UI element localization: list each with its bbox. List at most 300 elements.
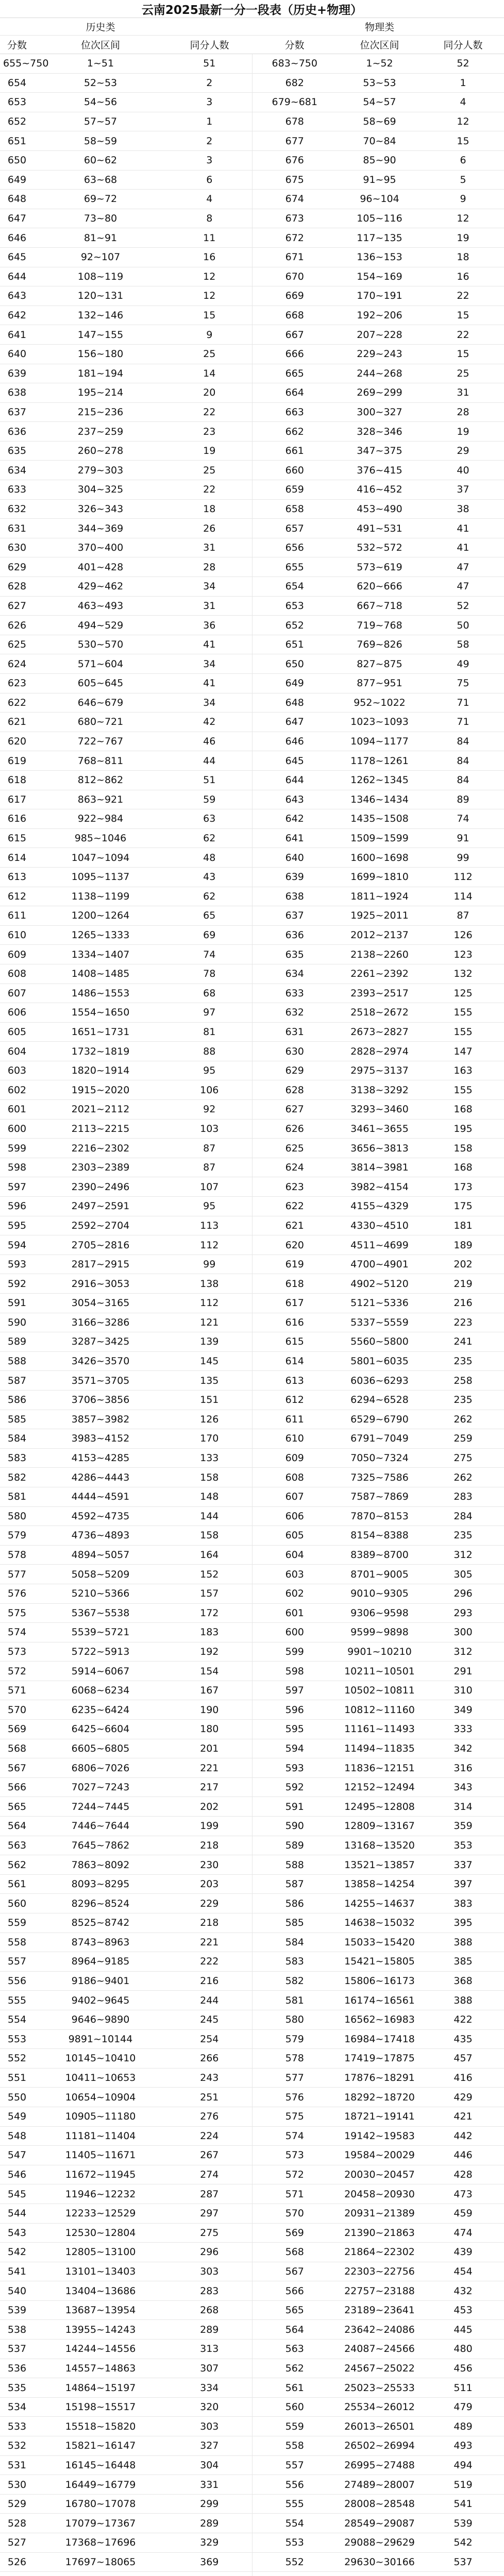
physics-range-cell: 18721~19141	[337, 2107, 422, 2126]
history-count-cell: 95	[167, 1061, 252, 1080]
physics-score-cell: 652	[252, 616, 337, 635]
history-score-cell: 560	[0, 1894, 34, 1913]
table-row	[0, 1003, 504, 1023]
history-count-cell: 41	[167, 635, 252, 654]
physics-range-cell: 26502~26994	[337, 2436, 422, 2456]
table-row	[0, 984, 504, 1003]
physics-count-cell: 296	[422, 1584, 504, 1603]
physics-count-cell: 459	[422, 2204, 504, 2223]
history-score-cell: 620	[0, 732, 34, 751]
group-spacer	[167, 18, 252, 36]
history-score-cell: 613	[0, 867, 34, 887]
history-count-cell: 192	[167, 1642, 252, 1662]
history-score-cell: 602	[0, 1080, 34, 1100]
history-score-cell: 537	[0, 2340, 34, 2359]
physics-score-cell: 662	[252, 422, 337, 442]
history-range-cell: 10411~10653	[34, 2068, 167, 2088]
history-score-cell: 570	[0, 1700, 34, 1720]
physics-count-cell: 262	[422, 1410, 504, 1429]
physics-range-cell: 11161~11493	[337, 1720, 422, 1739]
physics-count-cell: 15	[422, 344, 504, 364]
history-count-cell: 113	[167, 1216, 252, 1235]
history-score-cell: 545	[0, 2184, 34, 2204]
physics-score-cell: 581	[252, 1991, 337, 2010]
history-count-cell: 25	[167, 461, 252, 480]
history-range-cell: 4153~4285	[34, 1448, 167, 1468]
physics-count-cell: 284	[422, 1506, 504, 1526]
table-row	[0, 170, 504, 190]
history-range-cell: 3857~3982	[34, 1410, 167, 1429]
table-row	[0, 654, 504, 674]
history-score-cell: 587	[0, 1371, 34, 1391]
history-count-cell: 244	[167, 1991, 252, 2010]
history-score-cell: 601	[0, 1100, 34, 1120]
history-range-cell: 7244~7445	[34, 1797, 167, 1817]
physics-score-cell: 628	[252, 1080, 337, 1100]
history-score-cell: 574	[0, 1623, 34, 1642]
history-count-cell: 199	[167, 1817, 252, 1836]
table-row	[0, 306, 504, 325]
physics-count-cell: 22	[422, 325, 504, 345]
table-row	[0, 577, 504, 597]
history-count-cell: 15	[167, 306, 252, 325]
physics-count-cell: 219	[422, 1274, 504, 1294]
history-score-cell: 530	[0, 2475, 34, 2495]
physics-range-cell: 17419~17875	[337, 2049, 422, 2069]
physics-score-cell: 632	[252, 1003, 337, 1023]
physics-count-cell: 519	[422, 2475, 504, 2495]
history-count-cell: 217	[167, 1777, 252, 1797]
physics-count-cell: 312	[422, 1545, 504, 1565]
physics-count-cell: 283	[422, 1487, 504, 1506]
history-score-cell: 630	[0, 538, 34, 557]
history-count-cell: 121	[167, 1313, 252, 1332]
physics-score-cell: 583	[252, 1952, 337, 1972]
physics-range-cell: 13168~13520	[337, 1836, 422, 1855]
table-row	[0, 267, 504, 286]
table-row	[0, 2494, 504, 2514]
table-row	[0, 2378, 504, 2398]
history-score-cell: 531	[0, 2455, 34, 2475]
physics-range-cell: 6294~6528	[337, 1390, 422, 1410]
history-range-cell: 429~462	[34, 577, 167, 597]
physics-score-cell: 623	[252, 1177, 337, 1197]
history-count-cell: 23	[167, 422, 252, 442]
table-row	[0, 402, 504, 422]
physics-range-cell: 3138~3292	[337, 1080, 422, 1100]
physics-count-cell: 241	[422, 1332, 504, 1352]
physics-score-cell: 677	[252, 131, 337, 151]
physics-score-cell: 667	[252, 325, 337, 345]
physics-score-cell: 565	[252, 2300, 337, 2320]
table-row	[0, 2204, 504, 2223]
physics-range-cell: 19142~19583	[337, 2126, 422, 2146]
table-row	[0, 1100, 504, 1120]
physics-score-cell: 651	[252, 635, 337, 654]
history-count-cell: 25	[167, 344, 252, 364]
physics-range-cell: 3656~3813	[337, 1139, 422, 1158]
physics-count-cell: 16	[422, 267, 504, 286]
physics-count-cell: 175	[422, 1197, 504, 1216]
physics-range-cell: 9901~10210	[337, 1642, 422, 1662]
history-count-cell: 48	[167, 848, 252, 868]
history-range-cell: 2916~3053	[34, 1274, 167, 1294]
physics-score-cell: 574	[252, 2126, 337, 2146]
history-range-cell: 9891~10144	[34, 2029, 167, 2049]
history-score-cell: 606	[0, 1003, 34, 1023]
history-range-cell: 10905~11180	[34, 2107, 167, 2126]
physics-count-cell: 15	[422, 131, 504, 151]
history-count-cell: 133	[167, 1448, 252, 1468]
history-score-cell: 600	[0, 1119, 34, 1139]
history-score-cell: 547	[0, 2146, 34, 2165]
physics-score-cell: 620	[252, 1235, 337, 1255]
table-row	[0, 2514, 504, 2533]
history-score-cell: 636	[0, 422, 34, 442]
physics-range-cell: 620~666	[337, 577, 422, 597]
history-score-cell: 639	[0, 364, 34, 383]
physics-range-cell: 347~375	[337, 441, 422, 461]
table-row	[0, 925, 504, 945]
physics-range-cell: 105~116	[337, 209, 422, 228]
history-score-cell: 635	[0, 441, 34, 461]
physics-range-cell: 667~718	[337, 596, 422, 616]
table-row	[0, 422, 504, 442]
physics-count-cell: 155	[422, 1003, 504, 1023]
history-score-cell: 563	[0, 1836, 34, 1855]
physics-count-cell: 155	[422, 1022, 504, 1042]
history-range-cell: 1~51	[34, 54, 167, 74]
history-count-cell: 329	[167, 2533, 252, 2553]
physics-count-cell: 37	[422, 480, 504, 500]
history-range-cell: 863~921	[34, 790, 167, 809]
table-row	[0, 887, 504, 906]
physics-score-cell: 631	[252, 1022, 337, 1042]
physics-range-cell: 23642~24086	[337, 2320, 422, 2340]
history-range-cell: 6235~6424	[34, 1700, 167, 1720]
physics-count-cell: 19	[422, 422, 504, 442]
table-row	[0, 1545, 504, 1565]
physics-score-cell: 668	[252, 306, 337, 325]
physics-count-cell: 223	[422, 1313, 504, 1332]
history-count-cell: 11	[167, 228, 252, 248]
history-score-cell: 646	[0, 228, 34, 248]
physics-score-cell: 553	[252, 2533, 337, 2553]
history-range-cell: 260~278	[34, 441, 167, 461]
physics-range-cell: 26013~26501	[337, 2417, 422, 2436]
history-count-cell: 92	[167, 1100, 252, 1120]
physics-score-cell: 555	[252, 2494, 337, 2514]
history-score-cell: 576	[0, 1584, 34, 1603]
history-range-cell: 13955~14243	[34, 2320, 167, 2340]
history-range-cell: 5722~5913	[34, 1642, 167, 1662]
physics-range-cell: 7587~7869	[337, 1487, 422, 1506]
physics-count-cell: 314	[422, 1797, 504, 1817]
history-count-cell: 202	[167, 1797, 252, 1817]
table-row	[0, 2165, 504, 2184]
group-physics-label: 物理类	[337, 18, 422, 36]
history-score-cell: 544	[0, 2204, 34, 2223]
table-row	[0, 1197, 504, 1216]
table-row	[0, 1371, 504, 1391]
history-count-cell: 87	[167, 1158, 252, 1177]
physics-count-cell: 87	[422, 906, 504, 926]
history-score-cell: 577	[0, 1565, 34, 1584]
history-range-cell: 605~645	[34, 674, 167, 693]
table-row	[0, 2262, 504, 2281]
physics-score-cell: 604	[252, 1545, 337, 1565]
physics-range-cell: 827~875	[337, 654, 422, 674]
history-range-cell: 73~80	[34, 209, 167, 228]
history-count-cell: 43	[167, 867, 252, 887]
table-row	[0, 538, 504, 557]
table-row	[0, 1274, 504, 1294]
physics-score-cell: 653	[252, 596, 337, 616]
history-score-cell: 616	[0, 809, 34, 829]
physics-range-cell: 244~268	[337, 364, 422, 383]
physics-score-cell: 615	[252, 1332, 337, 1352]
history-count-cell: 18	[167, 499, 252, 519]
table-row	[0, 770, 504, 790]
history-count-cell: 1	[167, 112, 252, 131]
physics-range-cell: 10211~10501	[337, 1662, 422, 1681]
history-score-cell: 571	[0, 1681, 34, 1700]
history-score-cell: 612	[0, 887, 34, 906]
physics-count-cell: 428	[422, 2165, 504, 2184]
physics-score-cell: 570	[252, 2204, 337, 2223]
history-score-cell: 559	[0, 1913, 34, 1933]
physics-range-cell: 416~452	[337, 480, 422, 500]
physics-score-cell: 656	[252, 538, 337, 557]
table-row	[0, 2417, 504, 2436]
physics-range-cell: 4511~4699	[337, 1235, 422, 1255]
history-count-cell: 320	[167, 2397, 252, 2417]
physics-range-cell: 22757~23188	[337, 2281, 422, 2301]
physics-range-cell: 2518~2672	[337, 1003, 422, 1023]
history-count-cell: 68	[167, 984, 252, 1003]
history-score-cell: 569	[0, 1720, 34, 1739]
history-range-cell: 147~155	[34, 325, 167, 345]
history-range-cell: 8743~8963	[34, 1933, 167, 1952]
history-count-cell: 304	[167, 2455, 252, 2475]
history-count-cell: 190	[167, 1700, 252, 1720]
history-count-cell: 103	[167, 1119, 252, 1139]
history-count-cell: 267	[167, 2146, 252, 2165]
physics-range-cell: 15421~15805	[337, 1952, 422, 1972]
physics-count-cell: 259	[422, 1429, 504, 1449]
physics-score-cell: 593	[252, 1758, 337, 1778]
physics-count-cell: 155	[422, 1080, 504, 1100]
table-row	[0, 964, 504, 984]
physics-count-cell: 125	[422, 984, 504, 1003]
history-score-cell: 535	[0, 2378, 34, 2398]
history-range-cell: 3166~3286	[34, 1313, 167, 1332]
history-range-cell: 2390~2496	[34, 1177, 167, 1197]
history-score-cell: 579	[0, 1526, 34, 1546]
history-score-cell: 566	[0, 1777, 34, 1797]
history-range-cell: 530~570	[34, 635, 167, 654]
physics-range-cell: 300~327	[337, 402, 422, 422]
history-range-cell: 195~214	[34, 383, 167, 403]
physics-score-cell: 616	[252, 1313, 337, 1332]
history-score-cell: 653	[0, 93, 34, 112]
history-score-cell: 631	[0, 519, 34, 538]
history-score-cell: 649	[0, 170, 34, 190]
table-row	[0, 1468, 504, 1487]
physics-range-cell: 28008~28548	[337, 2494, 422, 2514]
physics-count-cell: 25	[422, 364, 504, 383]
physics-count-cell: 349	[422, 1700, 504, 1720]
history-count-cell: 148	[167, 1487, 252, 1506]
history-score-cell: 580	[0, 1506, 34, 1526]
physics-range-cell: 10812~11160	[337, 1700, 422, 1720]
history-score-cell: 586	[0, 1390, 34, 1410]
history-score-cell: 634	[0, 461, 34, 480]
physics-count-cell: 429	[422, 2088, 504, 2107]
history-count-cell: 46	[167, 732, 252, 751]
table-row	[0, 2320, 504, 2340]
physics-count-cell: 15	[422, 306, 504, 325]
physics-count-cell	[422, 2572, 504, 2576]
history-count-cell: 303	[167, 2417, 252, 2436]
physics-range-cell: 13858~14254	[337, 1874, 422, 1894]
history-range-cell: 8296~8524	[34, 1894, 167, 1913]
physics-range-cell: 376~415	[337, 461, 422, 480]
physics-score-cell: 649	[252, 674, 337, 693]
history-score-cell: 650	[0, 150, 34, 170]
physics-count-cell: 368	[422, 1971, 504, 1991]
history-count-cell: 164	[167, 1545, 252, 1565]
physics-range-cell: 24087~24566	[337, 2340, 422, 2359]
history-count-cell: 31	[167, 596, 252, 616]
table-row	[0, 54, 504, 74]
table-row	[0, 2359, 504, 2378]
physics-count-cell: 41	[422, 538, 504, 557]
history-range-cell: 60~62	[34, 150, 167, 170]
table-row	[0, 1119, 504, 1139]
table-row	[0, 1313, 504, 1332]
physics-score-cell: 594	[252, 1739, 337, 1758]
physics-score-cell: 557	[252, 2455, 337, 2475]
history-score-cell: 595	[0, 1216, 34, 1235]
physics-count-cell: 511	[422, 2378, 504, 2398]
table-row	[0, 2068, 504, 2088]
history-count-cell: 42	[167, 713, 252, 732]
history-range-cell: 401~428	[34, 557, 167, 577]
history-count-cell: 12	[167, 267, 252, 286]
table-row	[0, 732, 504, 751]
history-range-cell: 5210~5366	[34, 1584, 167, 1603]
physics-count-cell: 305	[422, 1565, 504, 1584]
history-range-cell: 10654~10904	[34, 2088, 167, 2107]
history-count-cell: 167	[167, 1681, 252, 1700]
history-score-cell: 553	[0, 2029, 34, 2049]
history-count-cell: 268	[167, 2300, 252, 2320]
group-spacer	[422, 18, 504, 36]
physics-range-cell: 15033~15420	[337, 1933, 422, 1952]
physics-range-cell: 26995~27488	[337, 2455, 422, 2475]
history-count-cell: 152	[167, 1565, 252, 1584]
history-count-cell: 303	[167, 2262, 252, 2281]
history-score-cell: 528	[0, 2514, 34, 2533]
history-count-cell: 88	[167, 1042, 252, 1061]
history-score-cell: 568	[0, 1739, 34, 1758]
physics-range-cell: 2261~2392	[337, 964, 422, 984]
physics-count-cell: 5	[422, 170, 504, 190]
physics-count-cell: 310	[422, 1681, 504, 1700]
history-count-cell: 9	[167, 325, 252, 345]
history-score-cell: 645	[0, 247, 34, 267]
physics-score-cell: 666	[252, 344, 337, 364]
history-score-cell: 615	[0, 828, 34, 848]
physics-range-cell: 136~153	[337, 247, 422, 267]
history-count-cell: 81	[167, 1022, 252, 1042]
physics-score-cell: 635	[252, 945, 337, 964]
history-count-cell: 245	[167, 2010, 252, 2029]
history-range-cell: 12805~13100	[34, 2243, 167, 2262]
physics-count-cell: 453	[422, 2300, 504, 2320]
history-range-cell: 4736~4893	[34, 1526, 167, 1546]
physics-count-cell: 29	[422, 441, 504, 461]
history-count-cell: 313	[167, 2340, 252, 2359]
physics-range-cell: 952~1022	[337, 693, 422, 713]
history-count-cell: 158	[167, 1468, 252, 1487]
history-count-cell: 3	[167, 93, 252, 112]
group-history-label: 历史类	[34, 18, 167, 36]
history-range-cell: 12530~12804	[34, 2223, 167, 2243]
history-range-cell: 2705~2816	[34, 1235, 167, 1255]
history-range-cell: 326~343	[34, 499, 167, 519]
table-row	[0, 73, 504, 93]
physics-count-cell: 132	[422, 964, 504, 984]
physics-score-cell: 624	[252, 1158, 337, 1177]
history-score-cell: 578	[0, 1545, 34, 1565]
physics-range-cell: 8701~9005	[337, 1565, 422, 1584]
table-row	[0, 906, 504, 926]
physics-range-cell: 1~52	[337, 54, 422, 74]
physics-score-cell: 629	[252, 1061, 337, 1080]
history-count-cell: 22	[167, 402, 252, 422]
history-range-cell: 63~68	[34, 170, 167, 190]
history-count-cell: 275	[167, 2223, 252, 2243]
table-row	[0, 1255, 504, 1274]
table-row	[0, 1410, 504, 1429]
physics-count-cell: 235	[422, 1351, 504, 1371]
table-row	[0, 1042, 504, 1061]
physics-range-cell: 4902~5120	[337, 1274, 422, 1294]
table-row	[0, 461, 504, 480]
physics-range-cell: 29630~30166	[337, 2552, 422, 2572]
physics-range-cell: 5801~6035	[337, 1351, 422, 1371]
physics-range-cell: 96~104	[337, 190, 422, 209]
physics-count-cell: 71	[422, 693, 504, 713]
history-range-cell: 6605~6805	[34, 1739, 167, 1758]
history-count-cell: 289	[167, 2514, 252, 2533]
physics-score-cell: 633	[252, 984, 337, 1003]
table-row	[0, 1952, 504, 1972]
history-range-cell: 10145~10410	[34, 2049, 167, 2069]
physics-score-header: 分数	[252, 36, 337, 54]
history-count-cell: 22	[167, 480, 252, 500]
history-score-cell: 585	[0, 1410, 34, 1429]
history-range-cell: 3571~3705	[34, 1371, 167, 1391]
history-score-cell: 584	[0, 1429, 34, 1449]
physics-range-cell: 10502~10811	[337, 1681, 422, 1700]
history-score-cell: 551	[0, 2068, 34, 2088]
physics-count-cell: 47	[422, 557, 504, 577]
physics-score-cell: 588	[252, 1855, 337, 1875]
history-range-cell: 54~56	[34, 93, 167, 112]
